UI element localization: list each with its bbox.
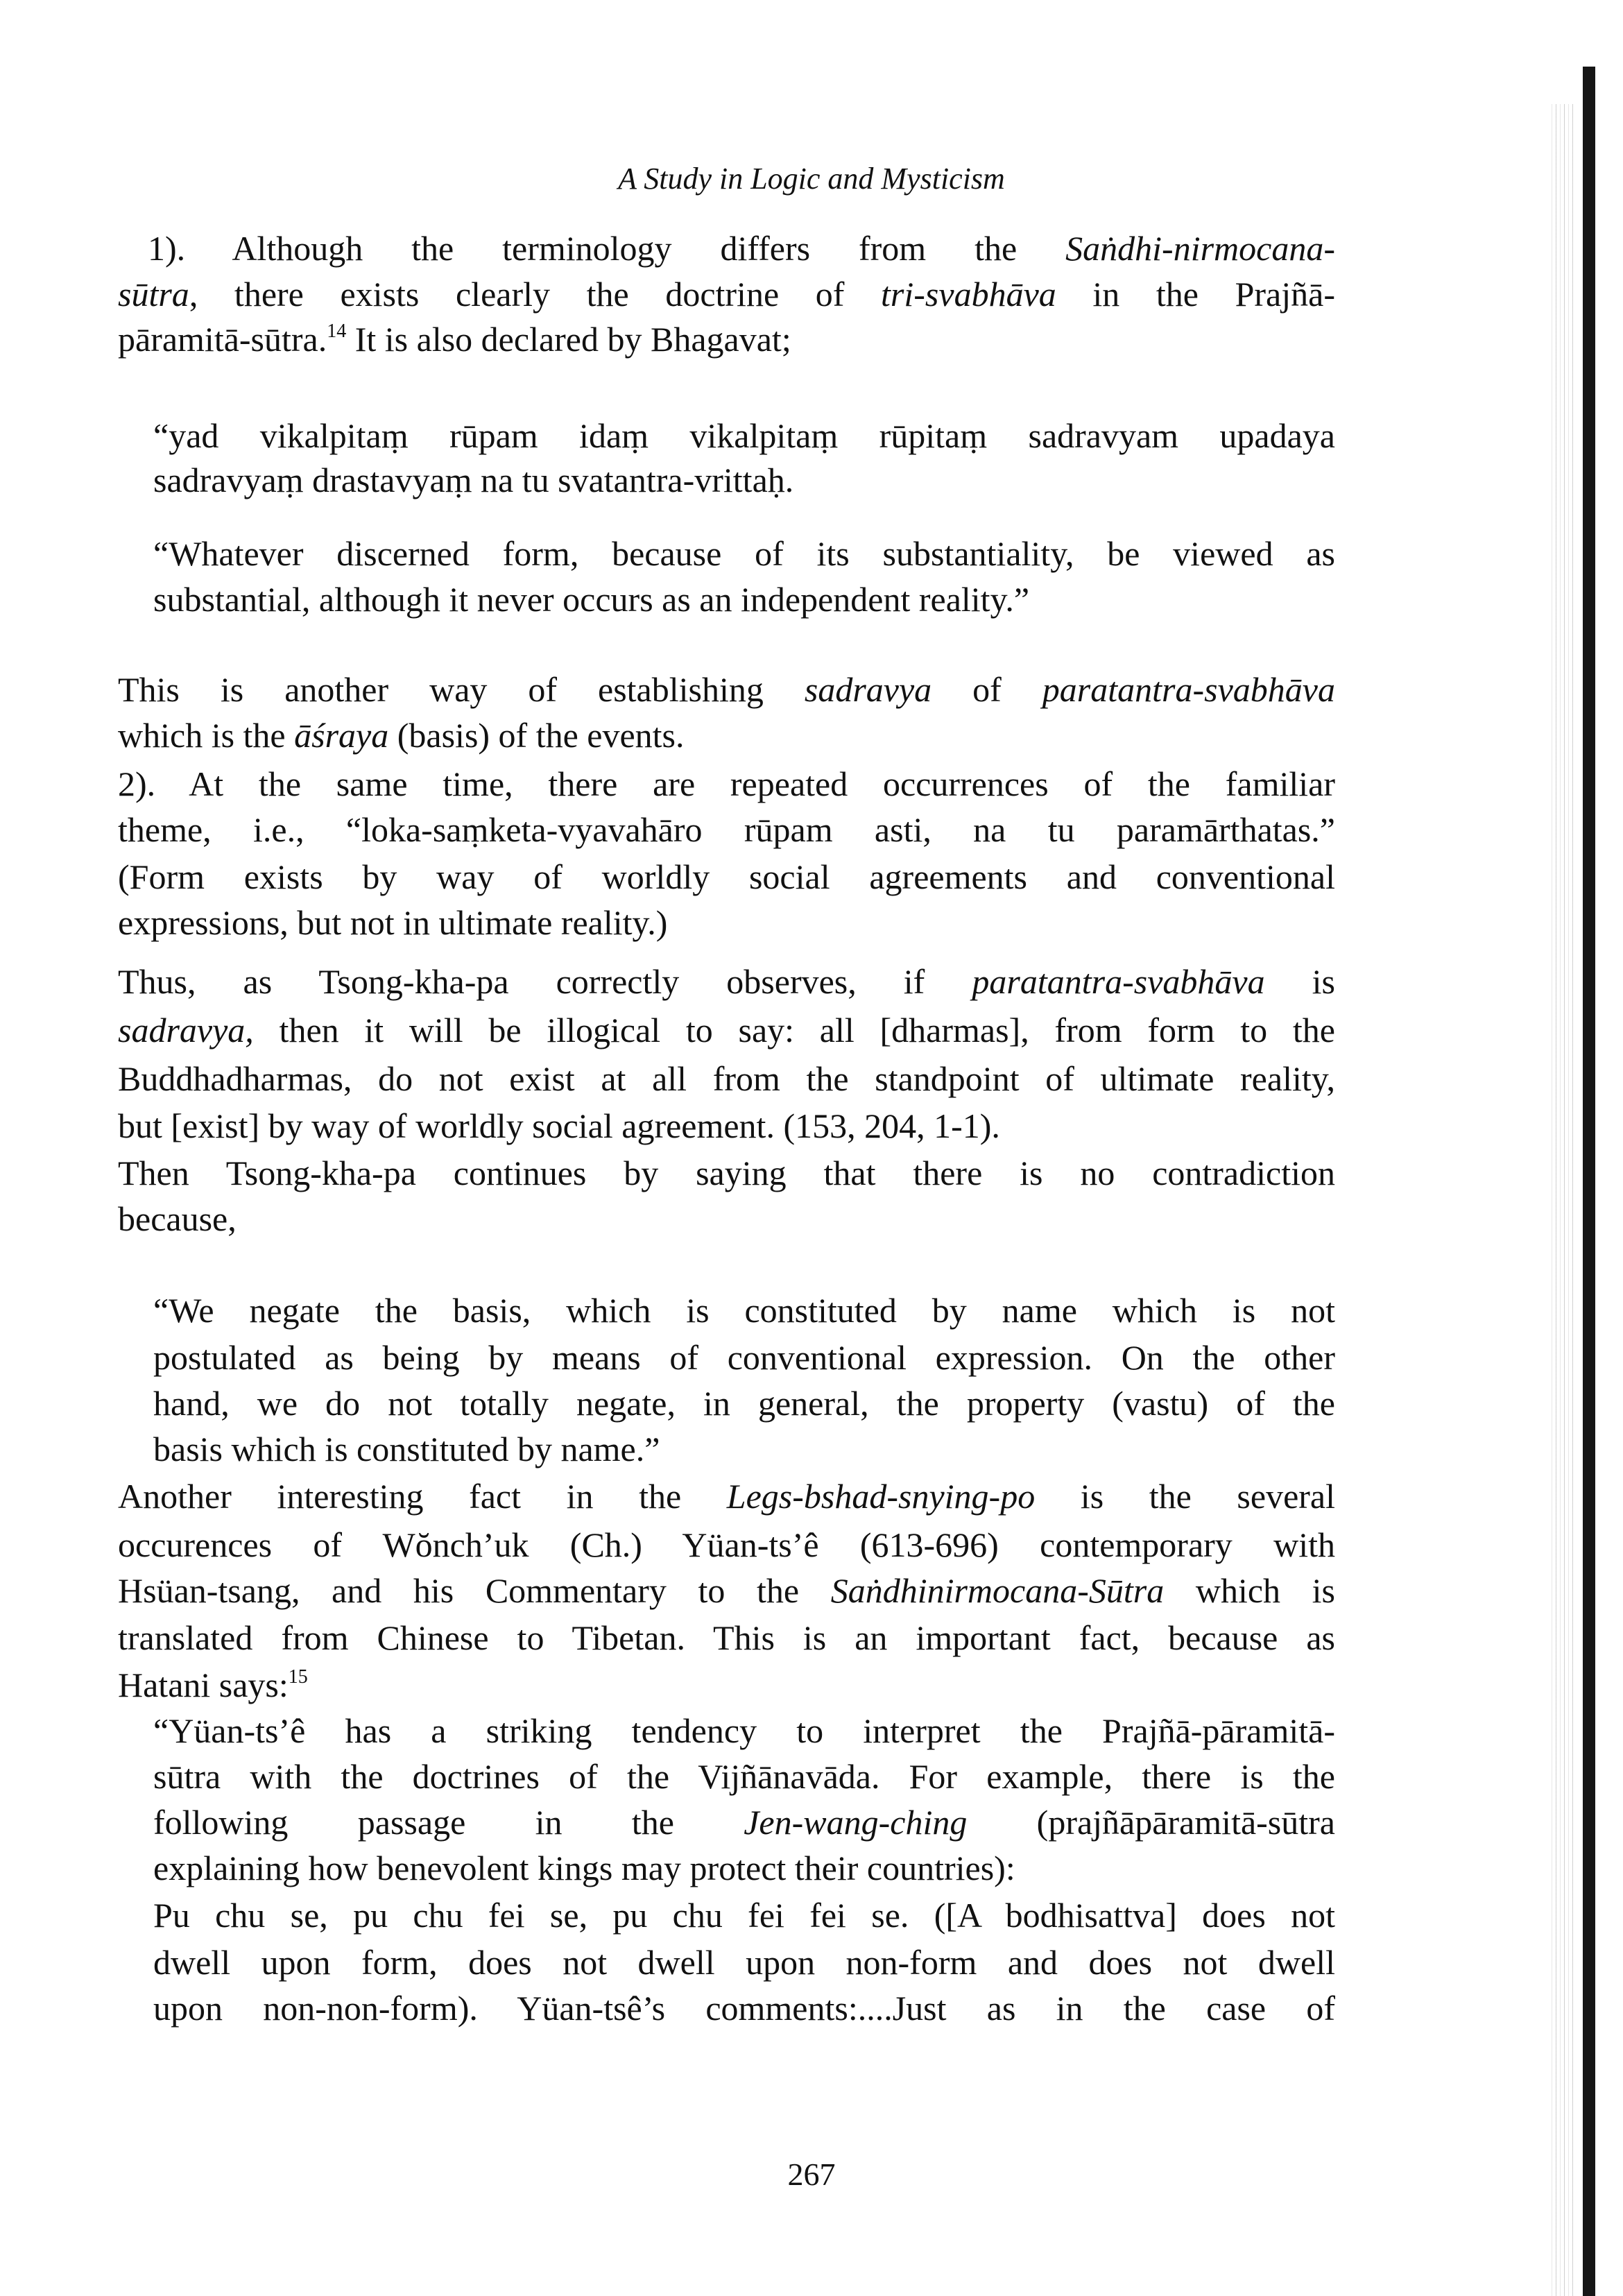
paragraph-line [118, 1475, 1335, 1517]
paragraph-line [148, 228, 1335, 269]
text-run: then it will be illogical to say: all [dharmas], from form to the [253, 1011, 1335, 1050]
text-run: 2). At the same time, there are repeated occurrences of the familiar [118, 764, 1335, 803]
text-run: Pu chu se, pu chu fei se, pu chu fei fei se. ([A bodhisattva] does not [153, 1896, 1335, 1935]
text-run: because, [118, 1199, 237, 1238]
text-run: 1). Although the terminology differs from the [148, 229, 1066, 268]
text-run: upon non-non-form). Yüan-tsê’s comments:....Just as in the case of [153, 1989, 1335, 2028]
quote-line [153, 1382, 1335, 1424]
paragraph-line [118, 1152, 1335, 1194]
quote-line [153, 1801, 1335, 1843]
text-run: following passage in the [153, 1803, 744, 1842]
text-run: , there exists clearly the doctrine of [189, 275, 882, 314]
italic-term: paratantra-svabhāva [972, 962, 1265, 1001]
italic-term: sadravya [804, 670, 932, 709]
page-number: 267 [787, 2157, 836, 2192]
text-run: theme, i.e., “loka-saṃketa-vyavahāro rūpam asti, na tu paramārthatas.” [118, 810, 1335, 849]
italic-term: Jen-wang-ching [744, 1803, 968, 1842]
text-run: basis which is constituted by name.” [153, 1430, 660, 1468]
italic-term: āśraya [294, 716, 389, 755]
text-run: Another interesting fact in the [118, 1477, 727, 1516]
text-run: “Yüan-ts’ê has a striking tendency to interpret the Prajñā-pāramitā- [153, 1711, 1335, 1750]
paragraph-line [118, 1058, 1335, 1099]
paragraph-line [118, 902, 1335, 943]
text-run: “Whatever discerned form, because of its substantiality, be viewed as [153, 534, 1335, 573]
text-run: Then Tsong-kha-pa continues by saying that there is no contradiction [118, 1154, 1335, 1192]
text-run: Hsüan-tsang, and his Commentary to the [118, 1571, 831, 1610]
running-header: A Study in Logic and Mysticism [618, 162, 1005, 196]
paragraph-line [118, 856, 1335, 898]
text-run: which is the [118, 716, 295, 755]
text-run: translated from Chinese to Tibetan. This is an important fact, because as [118, 1618, 1335, 1657]
page-edge-shadow [1548, 104, 1576, 2296]
text-run: (basis) of the events. [388, 716, 685, 755]
footnote-ref: 14 [327, 320, 347, 342]
quote-line [153, 1710, 1335, 1751]
text-run: occurences of Wŏnch’uk (Ch.) Yüan-ts’ê (613-696) contemporary with [118, 1525, 1335, 1564]
text-run: expressions, but not in ultimate reality.) [118, 903, 668, 942]
paragraph-line [118, 1009, 1335, 1051]
text-run: (prajñāpāramitā-sūtra [967, 1803, 1335, 1842]
text-run: substantial, although it never occurs as an independent reality.” [153, 580, 1030, 619]
italic-term: Legs-bshad-snying-po [726, 1477, 1036, 1516]
paragraph-line [118, 318, 1335, 360]
quote-line [153, 533, 1335, 574]
text-run: This is another way of establishing [118, 670, 805, 709]
text-run: Thus, as Tsong-kha-pa correctly observes, if [118, 962, 972, 1001]
text-run: is the several [1035, 1477, 1335, 1516]
italic-term: tri-svabhāva [881, 275, 1056, 314]
quote-line [153, 1337, 1335, 1378]
text-run: “We negate the basis, which is constituted by name which is not [153, 1291, 1335, 1330]
text-run: of [931, 670, 1042, 709]
italic-term: sūtra [118, 275, 189, 314]
paragraph-line [118, 669, 1335, 710]
text-run: but [exist] by way of worldly social agreement. (153, 204, 1-1). [118, 1106, 1000, 1145]
paragraph-line [118, 273, 1335, 315]
paragraph-line [118, 1524, 1335, 1566]
quote-line [153, 579, 1335, 620]
text-run: explaining how benevolent kings may protect their countries): [153, 1849, 1015, 1887]
quote-line [153, 1987, 1335, 2029]
quote-line [153, 1942, 1335, 1983]
text-run: which is [1164, 1571, 1335, 1610]
quote-line [153, 1756, 1335, 1797]
text-run: It is also declared by Bhagavat; [346, 320, 791, 359]
italic-term: Saṅdhinirmocana-Sūtra [830, 1571, 1165, 1610]
text-run: pāramitā-sūtra. [118, 320, 327, 359]
quote-line [153, 1290, 1335, 1331]
text-run: sadravyaṃ drastavyaṃ na tu svatantra-vrittaḥ. [153, 461, 794, 499]
paragraph-line [118, 1617, 1335, 1659]
quote-line [153, 1894, 1335, 1936]
quote-line [153, 459, 1335, 501]
footnote-ref: 15 [288, 1666, 308, 1688]
paragraph-line [118, 1570, 1335, 1611]
text-run: (Form exists by way of worldly social agreements and conventional [118, 857, 1335, 896]
italic-term: paratantra-svabhāva [1042, 670, 1335, 709]
text-run: hand, we do not totally negate, in general, the property (vastu) of the [153, 1384, 1335, 1423]
quote-line [153, 1428, 1335, 1470]
binding-edge [1583, 67, 1595, 2296]
text-run: sūtra with the doctrines of the Vijñānavāda. For example, there is the [153, 1757, 1335, 1796]
text-run: Buddhadharmas, do not exist at all from the standpoint of ultimate reality, [118, 1059, 1335, 1098]
paragraph-line [118, 1664, 1335, 1706]
paragraph-line [118, 1198, 1335, 1240]
paragraph-line [118, 1105, 1335, 1147]
text-run: postulated as being by means of conventional expression. On the other [153, 1338, 1335, 1377]
quote-line [153, 1847, 1335, 1889]
italic-term: Saṅdhi-nirmocana- [1065, 229, 1335, 268]
text-run: is [1264, 962, 1335, 1001]
text-run: dwell upon form, does not dwell upon non-form and does not dwell [153, 1943, 1335, 1982]
paragraph-line [118, 714, 1335, 756]
quote-line [153, 415, 1335, 456]
italic-term: sadravya, [118, 1011, 254, 1050]
text-run: Hatani says: [118, 1665, 289, 1704]
paragraph-line [118, 809, 1335, 850]
text-run: in the Prajñā- [1056, 275, 1335, 314]
paragraph-line [118, 961, 1335, 1002]
text-run: “yad vikalpitaṃ rūpam idaṃ vikalpitaṃ rūpitaṃ sadravyam upadaya [153, 416, 1335, 455]
paragraph-line [118, 763, 1335, 805]
